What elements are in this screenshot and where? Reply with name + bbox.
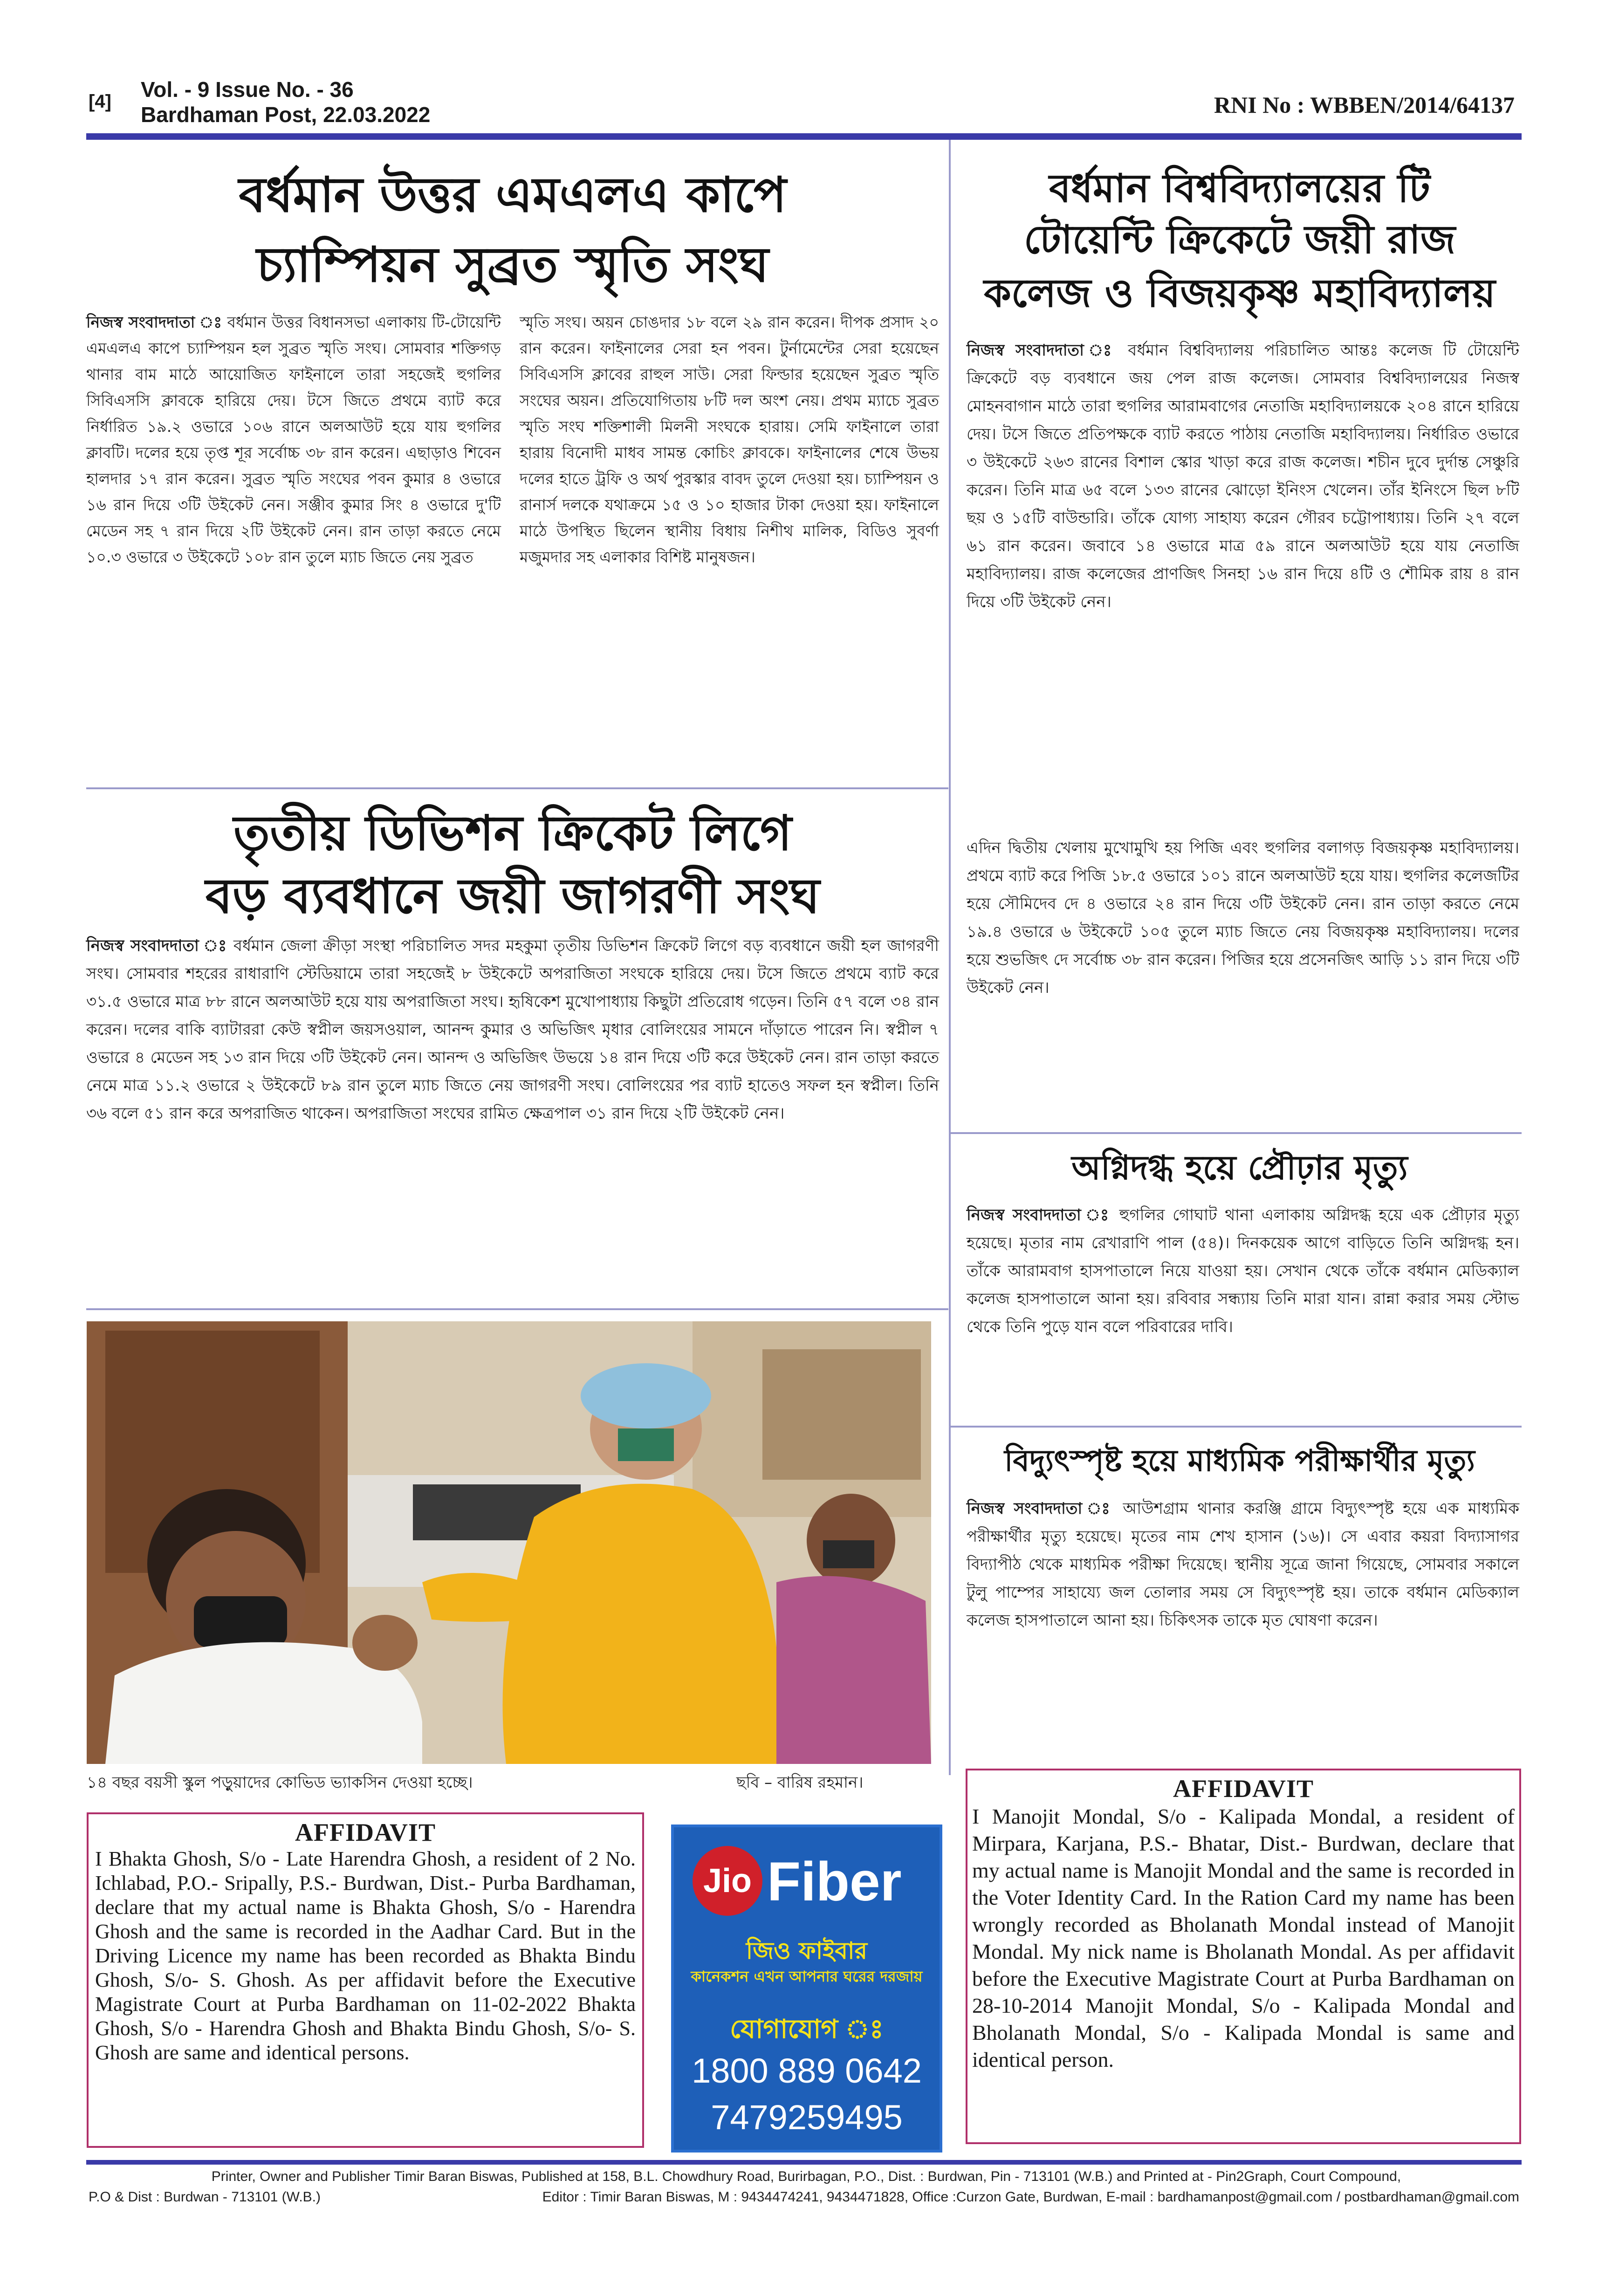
article1-text-col2: স্মৃতি সংঘ। অয়ন চোঙদার ১৮ বলে ২৯ রান করেন। দীপক প্রসাদ ২০ রান করেন। ফাইনালের সেরা হন পবন। টুর্নামেন্টের সেরা হয়েছেন সিবিএসসি ক্লাবের রাহুল সাউ। সেরা ফিল্ডার হয়েছেন সুব্রত স্মৃতি সংঘের অয়ন। প্রতিযোগিতায় ৮টি দল অংশ নেয়। প্রথম ম্যাচে সুব্রত স্মৃতি সংঘ শক্তিশালী মিলনী সংঘকে হারায়। সেমি ফাইনালে তারা হারায় বিনোদী মাধব সামন্ত কোচিং ক্লাবকে। ফাইনালের শেষে উভয় দলের হাতে ট্রফি ও অর্থ পুরস্কার বাবদ তুলে দেওয়া হয়। চ্যাম্পিয়ন ও রানার্স দলকে যথাক্রমে ১৫ ও ১০ হাজার টাকা দেওয়া হয়। ফাইনালে মাঠে উপস্থিত ছিলেন স্থানীয় বিধায় নিশীথ মালিক, বিডিও সুবর্ণা মজুমদার সহ এলাকার বিশিষ্ট মানুষজন। (520, 313, 939, 566)
jio-fiber-ad (671, 1824, 942, 2152)
photo-caption: ১৪ বছর বয়সী স্কুল পড়ুয়াদের কোভিড ভ্যাকসিন দেওয়া হচ্ছে। (87, 1773, 473, 1792)
page-number: [4] (89, 91, 111, 112)
article1-column2 (520, 309, 939, 570)
article2-dateline: নিজস্ব সংবাদদাতা ঃ (86, 936, 228, 955)
jio-logo: Jio (693, 1846, 762, 1916)
affidavit-text: I Bhakta Ghosh, S/o - Late Harendra Ghosh, a resident of 2 No. Ichlabad, P.O.- Sripally, P.S.- Burdwan, Dist.- Purba Bardhaman, declare that my actual name is Bhakta Ghosh, S/o - Harendra Ghosh and the same is recorded in the Aadhar Card. But in the Driving Licence my name has been recorded as Bhakta Bindu Ghosh, S/o- S. Ghosh. As per affidavit before the Executive Magistrate Court at Purba Bardhaman on 11-02-2022 Bhakta Ghosh, S/o - Harendra Ghosh and Bhakta Bindu Ghosh, S/o- S. Ghosh are same and identical persons. (95, 1847, 636, 2064)
affidavit-title: AFFIDAVIT (295, 1818, 436, 1846)
article4-headline: অগ্নিদগ্ধ হয়ে প্রৌঢ়ার মৃত্যু (1071, 1148, 1408, 1187)
jio-phone-2: 7479259495 (711, 2098, 903, 2137)
vaccination-photo (87, 1321, 931, 1764)
jio-phone-1: 1800 889 0642 (692, 2051, 922, 2090)
article1-text-col1: বর্ধমান উত্তর বিধানসভা এলাকায় টি-টোয়েন্টি এমএলএ কাপে চ্যাম্পিয়ন হল সুব্রত স্মৃতি সংঘ। সোমবার শক্তিগড় থানার বাম মাঠে আয়োজিত ফাইনালে তারা সহজেই হুগলির সিবিএসসি ক্লাবকে হারিয়ে দেয়। টসে জিতে প্রথমে ব্যাট করে নির্ধারিত ১৯.২ ওভারে ১০৬ রানে অলআউট হয়ে যায় হুগলির ক্লাবটি। দলের হয়ে তৃপ্ত শূর সর্বোচ্চ ৩৮ রান করেন। এছাড়াও শিবেন হালদার ১৭ রান করেন। সুব্রত স্মৃতি সংঘের পবন কুমার ৪ ওভারে ১৬ রান দিয়ে ৩টি উইকেট নেন। সঞ্জীব কুমার সিং ৪ ওভারে দু'টি মেডেন সহ ৭ রান দিয়ে ২টি উইকেট নেন। রান তাড়া করতে নেমে ১০.৩ ওভারে ৩ উইকেটে ১০৮ রান তুলে ম্যাচ জিতে নেয় সুব্রত (86, 313, 501, 566)
article3-headline-line3: কলেজ ও বিজয়কৃষ্ণ মহাবিদ্যালয় (984, 270, 1495, 316)
article2-text: বর্ধমান জেলা ক্রীড়া সংস্থা পরিচালিত সদর মহকুমা তৃতীয় ডিভিশন ক্রিকেট লিগে বড় ব্যবধানে জয়ী হল জাগরণী সংঘ। সোমবার শহরের রাধারাণি স্টেডিয়ামে তারা সহজেই ৮ উইকেটে অপরাজিতা সংঘকে হারিয়ে দেয়। টসে জিতে প্রথমে ব্যাট করে ৩১.৫ ওভারে মাত্র ৮৮ রানে অলআউট হয়ে যায় অপরাজিতা সংঘ। হৃষিকেশ মুখোপাধ্যায় কিছুটা প্রতিরোধ গড়েন। তিনি ৫৭ বলে ৩৪ রান করেন। দলের বাকি ব্যাটাররা কেউ স্বপ্নীল জয়সওয়াল, আনন্দ কুমার ও অভিজিৎ মৃধার বোলিংয়ের সামনে দাঁড়াতে পারেন নি। স্বপ্নীল ৭ ওভারে ৪ মেডেন সহ ১৩ রান দিয়ে ৩টি উইকেট নেন। আনন্দ ও অভিজিৎ উভয়ে ১৪ রান দিয়ে ৩টি করে উইকেট নেন। রান তাড়া করতে নেমে মাত্র ১১.২ ওভারে ২ উইকেটে ৮৯ রান তুলে ম্যাচ জিতে নেয় জাগরণী সংঘ। বোলিংয়ের পর ব্যাট হাতেও সফল হন স্বপ্নীল। তিনি ৩৬ বলে ৫১ রান করে অপরাজিত থাকেন। অপরাজিতা সংঘের রামিত ক্ষেত্রপাল ৩১ রান দিয়ে ২টি উইকেট নেন। (86, 936, 939, 1123)
article3-headline-line2: টোয়েন্টি ক্রিকেটে জয়ী রাজ (1024, 217, 1455, 262)
affidavit-box-2 (966, 1769, 1521, 2144)
footer-publisher: Printer, Owner and Publisher Timir Baran Biswas, Published at 158, B.L. Chowdhury Road, Burirbagan, P.O., Dist. : Burdwan, Pin - 713101 (W.B.) and Printed at - Pin2Graph, Court Compound, (211, 2169, 1401, 2184)
article2-headline-line1: তৃতীয় ডিভিশন ক্রিকেট লিগে (233, 805, 792, 861)
article1-column1 (86, 309, 501, 570)
affidavit-text: I Manojit Mondal, S/o - Kalipada Mondal, a resident of Mirpara, Karjana, P.S.- Bhatar, Dist.- Burdwan, declare that my actual name is Manojit Mondal and the same is recorded in the Voter Identity Card. In the Ration Card my name has been wrongly recorded as Bholanath Mondal instead of Manojit Mondal. My nick name is Bholanath Mondal. As per affidavit before the Executive Magistrate Court at Purba Bardhaman on 28-10-2014 Manojit Mondal, S/o - Kalipada Mondal and Bholanath Mondal, S/o - Kalipada Mondal is same and identical person. (972, 1804, 1515, 2071)
vaccination-photo-illustration (87, 1321, 931, 1764)
article2-body (86, 932, 939, 1128)
affidavit-title: AFFIDAVIT (1173, 1775, 1314, 1803)
article5-text: আউশগ্রাম থানার করঞ্জি গ্রামে বিদ্যুৎস্পৃষ্ট হয়ে এক মাধ্যমিক পরীক্ষার্থীর মৃত্যু হয়েছে। মৃতের নাম শেখ হাসান (১৬)। সে এবার কয়রা বিদ্যাসাগর বিদ্যাপীঠ থেকে মাধ্যমিক পরীক্ষা দিয়েছে। স্থানীয় সূত্রে জানা গিয়েছে, সোমবার সকালে টুলু পাম্পের সাহায্যে জল তোলার সময় সে বিদ্যুৎস্পৃষ্ট হয়। তাকে বর্ধমান মেডিক্যাল কলেজ হাসপাতালে আনা হয়। চিকিৎসক তাকে মৃত ঘোষণা করেন। (967, 1499, 1519, 1630)
footer-rule (86, 2160, 1522, 2165)
article5-headline: বিদ্যুৎস্পৃষ্ট হয়ে মাধ্যমিক পরীক্ষার্থীর মৃত্যু (1004, 1444, 1475, 1478)
jio-tagline: কানেকশন এখন আপনার ঘরের দরজায় (691, 1968, 923, 1985)
divider (86, 1308, 948, 1310)
article1-dateline: নিজস্ব সংবাদদাতা ঃ (86, 313, 222, 331)
photo-credit: ছবি – বারিষ রহমান। (736, 1773, 864, 1792)
article3-headline-line1: বর্ধমান বিশ্ববিদ্যালয়ের টি (1049, 165, 1430, 211)
article1-headline-line2: চ্যাম্পিয়ন সুব্রত স্মৃতি সংঘ (256, 236, 769, 293)
footer-address: P.O & Dist : Burdwan - 713101 (W.B.) (89, 2189, 321, 2205)
jio-bengali-name: জিও ফাইবার (746, 1937, 868, 1964)
article5-body (967, 1495, 1519, 1634)
affidavit-box-1 (87, 1812, 644, 2148)
article3-dateline: নিজস্ব সংবাদদাতা ঃ (967, 341, 1118, 360)
article4-dateline: নিজস্ব সংবাদদাতা ঃ (967, 1206, 1111, 1224)
divider (951, 1132, 1522, 1134)
article1-headline-line1: বর্ধমান উত্তর এমএলএ কাপে (239, 166, 787, 223)
jio-contact-label: যোগাযোগ ঃ (730, 2014, 884, 2044)
divider (86, 787, 948, 789)
article5-dateline: নিজস্ব সংবাদদাতা ঃ (967, 1499, 1114, 1518)
article3-text-2: এদিন দ্বিতীয় খেলায় মুখোমুখি হয় পিজি এবং হুগলির বলাগড় বিজয়কৃষ্ণ মহাবিদ্যালয়। প্রথমে ব্যাট করে পিজি ১৮.৫ ওভারে ১০১ রানে অলআউট হয়ে যায়। হুগলির কলেজটির হয়ে সৌমিদেব দে ৪ ওভারে ২৪ রান দিয়ে ৩টি উইকেট নেন। রান তাড়া করতে নেমে ১৯.৪ ওভারে ৬ উইকেটে ১০৫ তুলে ম্যাচ জিতে নেয় বিজয়কৃষ্ণ মহাবিদ্যালয়। দলের হয়ে শুভজিৎ দে সর্বোচ্চ ৩৮ রান করেন। পিজির হয়ে প্রসেনজিৎ আড়ি ১১ রান দিয়ে ৩টি উইকেট নেন। (967, 839, 1519, 997)
column-divider (949, 140, 951, 1775)
article2-headline-line2: বড় ব্যবধানে জয়ী জাগরণী সংঘ (205, 868, 820, 924)
article3-body-2 (967, 834, 1519, 1002)
article4-text: হুগলির গোঘাট থানা এলাকায় অগ্নিদগ্ধ হয়ে এক প্রৌঢ়ার মৃত্যু হয়েছে। মৃতার নাম রেখারাণি পাল (৫৪)। দিনকয়েক আগে বাড়িতে তিনি অগ্নিদগ্ধ হন। তাঁকে আরামবাগ হাসপাতালে নিয়ে যাওয়া হয়। সেখান থেকে তাঁকে বর্ধমান মেডিক্যাল কলেজ হাসপাতালে আনা হয়। রবিবার সন্ধ্যায় তিনি মারা যান। রান্না করার সময় স্টোভ থেকে তিনি পুড়ে যান বলে পরিবারের দাবি। (967, 1206, 1519, 1336)
article3-text-1: বর্ধমান বিশ্ববিদ্যালয় পরিচালিত আন্তঃ কলেজ টি টোয়েন্টি ক্রিকেটে বড় ব্যবধানে জয় পেল রাজ কলেজ। সোমবার বিশ্ববিদ্যালয়ের নিজস্ব মোহনবাগান মাঠে তারা হুগলির আরামবাগের নেতাজি মহাবিদ্যালয়কে ২০৪ রানে হারিয়ে দেয়। টসে জিতে প্রতিপক্ষকে ব্যাট করতে পাঠায় নেতাজি মহাবিদ্যালয়। নির্ধারিত ওভারে ৩ উইকেটে ২৬৩ রানের বিশাল স্কোর খাড়া করে রাজ কলেজ। শচীন দুবে দুর্দান্ত সেঞ্চুরি করেন। তিনি মাত্র ৬৫ বলে ১৩৩ রানের ঝোড়ো ইনিংস খেলেন। তাঁর ইনিংসে ছিল ৮টি ছয় ও ১৫টি বাউন্ডারি। তাঁকে যোগ্য সাহায্য করেন গৌরব চট্টোপাধ্যায়। তিনি ২৭ বলে ৬১ রান করেন। জবাবে ১৪ ওভারে মাত্র ৫৯ রানে অলআউট হয়ে যায় নেতাজি মহাবিদ্যালয়। রাজ কলেজের প্রাণজিৎ সিনহা ১৬ রান দিয়ে ৪টি ও শৌমিক রায় ৪ রান দিয়ে ৩টি উইকেট নেন। (967, 341, 1520, 611)
header-rule (86, 133, 1522, 140)
article3-body (967, 336, 1519, 616)
divider (951, 1426, 1522, 1428)
jio-product-name: Fiber (767, 1851, 902, 1913)
footer-editor: Editor : Timir Baran Biswas, M : 9434474241, 9434471828, Office :Curzon Gate, Burdwan, E-mail : bardhamanpost@gmail.com / postbardhaman@gmail.com (542, 2189, 1519, 2205)
paper-date: Bardhaman Post, 22.03.2022 (141, 102, 431, 127)
volume-issue: Vol. - 9 Issue No. - 36 (141, 77, 354, 102)
article4-body (967, 1201, 1519, 1341)
rni-number: RNI No : WBBEN/2014/64137 (1214, 92, 1515, 118)
